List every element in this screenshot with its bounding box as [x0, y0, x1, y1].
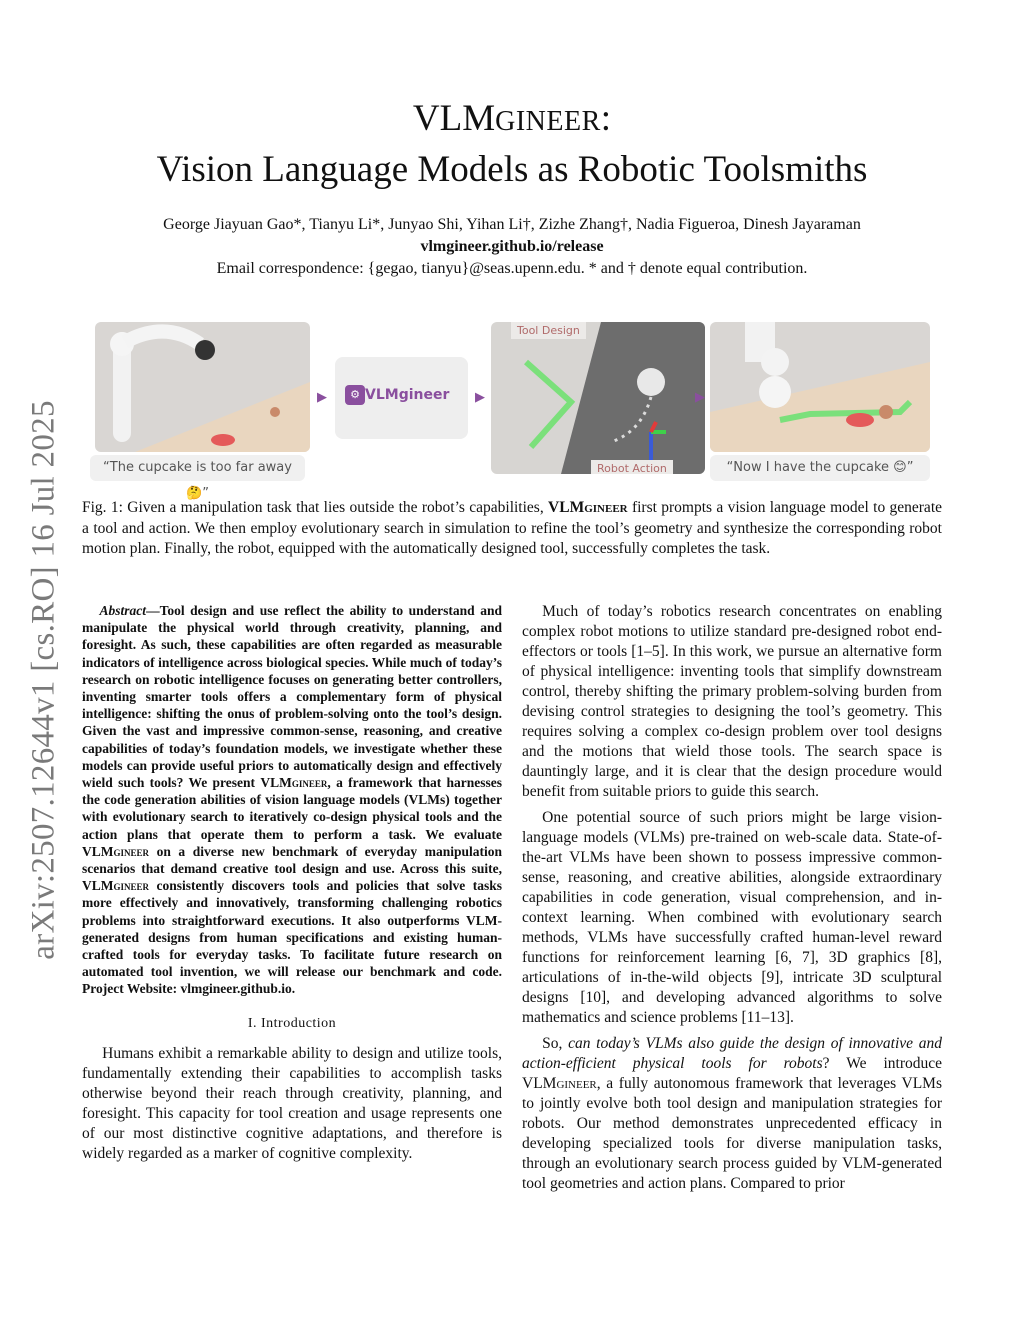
abstract: Abstract—Tool design and use reflect the ability to understand and manipulate the physical world through creativity, planning, and foresight. As such, these capabilities are often regarded as measurable indicators of intelligence across biological species. While much of today’s research on robotic intelligence focuses on generating better controllers, inventing smarter tools offers a complementary form of physical intelligence: shifting the onus of problem-solving onto the tool’s design. Given the vast and impressive common-sense, reasoning, and creative capabilities of today’s foundation models, we investigate whether these models can provide useful priors to automatically design and effectively wield such tools? We present VLMgineer, a framework that harnesses the code generation abilities of vision language models (VLMs) together with evolutionary search to iteratively co-design physical tools and the action plans that operate them to perform a task. We evaluate VLMgineer on a diverse new benchmark of everyday manipulation scenarios that demand creative tool design and use. Across this suite, VLMgineer consistently discovers tools and policies that solve tasks more effectively and innovatively, transforming challenging robotics problems into straightforward executions. It also outperforms VLM-generated designs from human specifications and existing human-crafted tools for everyday tasks. To facilitate future research on automated tool invention, we will release our benchmark and code. Project Website: vlmgineer.github.io.	[82, 603, 503, 997]
left-column	[82, 602, 502, 1170]
author-block	[0, 214, 1024, 280]
vlmgineer-logo-icon: ⚙	[345, 385, 365, 405]
tool-design-image: Tool Design Robot Action	[491, 322, 705, 474]
arrow-icon: ▶	[317, 390, 327, 405]
vlmgineer-box: ⚙ VLMgineer	[335, 357, 468, 439]
title-line-2: Vision Language Models as Robotic Toolsmiths	[156, 149, 868, 190]
arxiv-stamp	[14, 380, 74, 980]
paragraph: Much of today’s robotics research concentrates on enabling complex robot motions to utilize standard pre-designed robot end-effectors or tools [1–5]. In this work, we pursue an alternative form of physical intelligence: inventing tools that simplify downstream control, thereby shifting the primary problem-solving burden from devising control strategies to designing the tool’s geometry. This requires solving a complex co-design problem over tool designs and the motions that wield those tools. The search space is dauntingly large, and it is clear that the design procedure would benefit from suitable priors to guide this search.	[522, 603, 942, 800]
paragraph: Humans exhibit a remarkable ability to design and utilize tools, fundamentally extending their capabilities to accomplish tasks otherwise beyond their reach through creativity, planning, and foresight. This capacity for tool creation and usage represents one of our most distinctive cognitive adaptations, and therefore is widely regarded as a marker of cognitive complexity.	[82, 1044, 502, 1162]
right-caption: “Now I have the cupcake 😊”	[710, 455, 930, 481]
arxiv-id: arXiv:2507.12644v1 [cs.RO] 16 Jul 2025	[25, 400, 62, 960]
left-caption: “The cupcake is too far away 🤔”	[90, 455, 305, 481]
author-names: George Jiayuan Gao*, Tianyu Li*, Junyao Shi, Yihan Li†, Zizhe Zhang†, Nadia Figueroa, Dinesh Jayaraman	[163, 216, 861, 233]
figure-1	[95, 320, 933, 501]
project-url[interactable]: vlmgineer.github.io/release	[420, 238, 604, 255]
arrow-icon: ▶	[695, 390, 705, 405]
initial-scene-image	[95, 322, 310, 452]
paragraph: So, can today’s VLMs also guide the design of innovative and action-efficient physical tools for robots? We introduce VLMgineer, a fully autonomous framework that leverages VLMs to jointly evolve both tool design and manipulation strategies for robots. Our method demonstrates unprecedented efficacy in developing specialized tools for diverse manipulation tasks, through an evolutionary search process guided by VLM-generated tool geometries and action plans. Compared to prior	[522, 1035, 943, 1192]
figure-caption: Fig. 1: Given a manipulation task that lies outside the robot’s capabilities, VLMgineer first prompts a vision language model to generate a tool and action. We then employ evolutionary search in simulation to refine the tool’s geometry and synthesize the corresponding robot motion plan. Finally, the robot, equipped with the automatically designed tool, successfully completes the task.	[82, 499, 943, 557]
paragraph: One potential source of such priors might be large vision-language models (VLMs) pre-trained on web-scale data. State-of-the-art VLMs have been shown to possess impressive common-sense, reasoning, and creative abilities, alongside extraordinary capabilities in code generation, visual comprehension, and in-context learning. When combined with evolutionary search methods, VLMs have successfully crafted human-level reward functions for reinforcement learning [6, 7], 3D graphics [8], articulations of in-the-wild objects [9], intricate 3D sculptural designs [10], and developing advanced algorithms to solve mathematics and science problems [11–13].	[522, 809, 942, 1026]
section-heading: I. Introduction	[247, 1015, 337, 1031]
email-line: Email correspondence: {gegao, tianyu}@seas.upenn.edu. * and † denote equal contribution.	[216, 260, 808, 277]
paper-title: VLMGINEER: Vision Language Models as Robotic Toolsmiths	[0, 95, 1024, 194]
right-column	[522, 602, 942, 1200]
arrow-icon: ▶	[475, 390, 485, 405]
final-scene-image	[710, 322, 930, 452]
